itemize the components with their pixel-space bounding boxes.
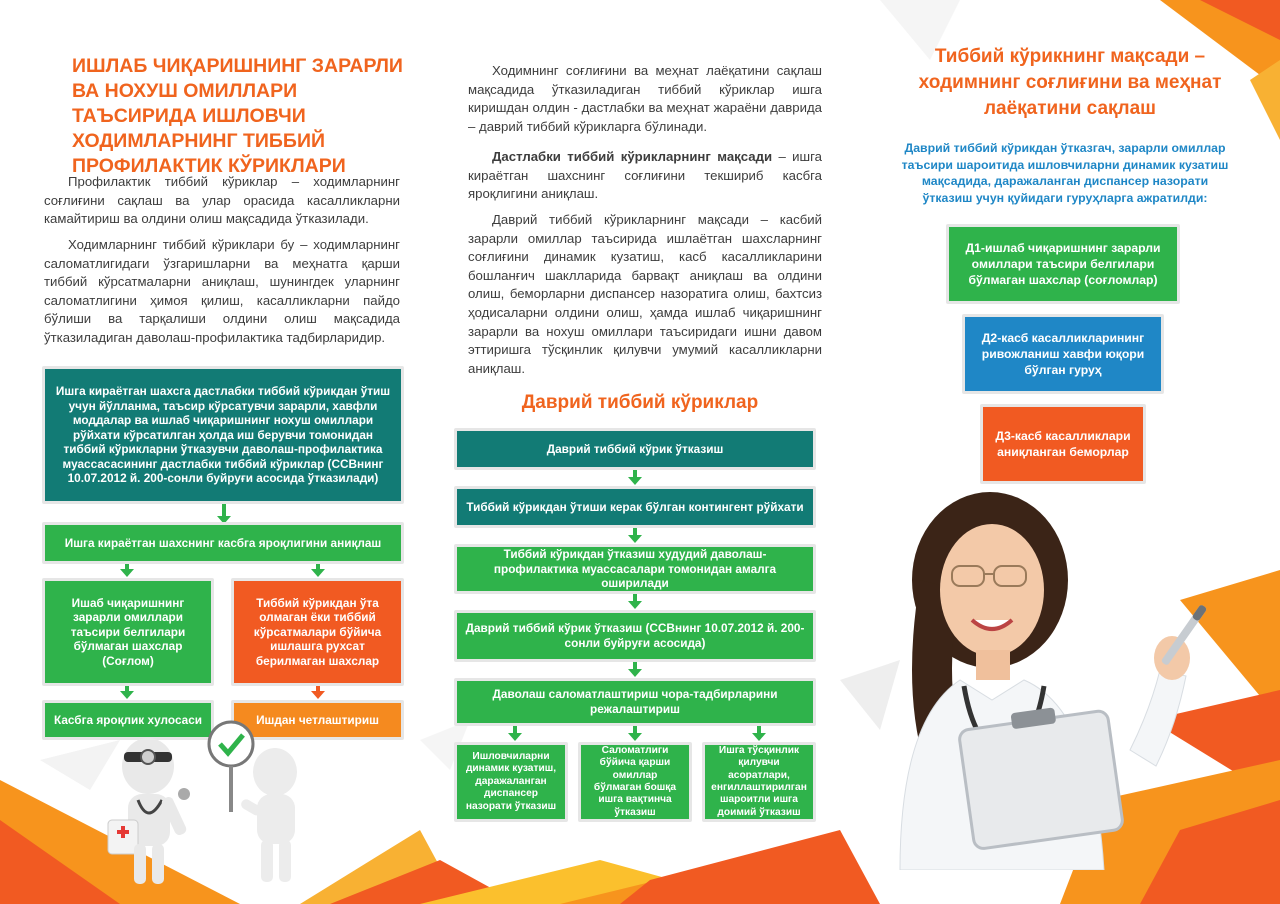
box-dismissal: Ишдан четлаштириш [231, 700, 404, 740]
box-healthy-persons: Ишаб чиқаришнинг зарарли омиллари таъсири белгилари бўлмаган шахслар (Соғлом) [42, 578, 214, 686]
group-d1: Д1-ишлаб чиқаришнинг зарарли омиллари таъсири белгилари бўлмаган шахслар (соғломлар) [946, 224, 1180, 304]
leaf-dynamic-monitoring: Ишловчиларни динамик кузатиш, даражаланган диспансер назорати ўтказиш [454, 742, 568, 822]
person-figure-icon [205, 720, 315, 890]
middle-paragraph-3: Даврий тиббий кўрикларнинг мақсади – касбий зарарли омиллар таъсирида ишлаётган шахсларнинг соғлиғини динамик кузатиш, касб касалликларини бошланғич шаклларида барвақт аниқлаш ва олдини олиш, беморларни диспансер назоратига олиш, бахтсиз ҳодисаларни олдини олиш, ҳамда ишлаб чиқаришнинг зарарли ва нохуш омиллари таъсиридаги ишни давом эттиришга тўсқинлик қилувчи умумий касалликларни аниқлаш. [468, 212, 822, 376]
leaf-temporary-transfer: Саломатлиги бўйича қарши омиллар бўлмаган бошқа ишга вақтинча ўтказиш [578, 742, 692, 822]
step-regional-institutions: Тиббий кўрикдан ўтказиш худудий даволаш-профилактика муассасалари томонидан амалга оширилади [454, 544, 816, 594]
box-fitness-conclusion: Касбга яроқлик хулосаси [42, 700, 214, 740]
group-d2: Д2-касб касалликларининг ривожланиш хавфи юқори бўлган гуруҳ [962, 314, 1164, 394]
group-d3: Д3-касб касалликлари аниқланган беморлар [980, 404, 1146, 484]
box-fitness-determination: Ишга кираётган шахснинг касбга яроқлигини аниқлаш [42, 522, 404, 564]
periodic-exams-title: Даврий тиббий кўриклар [521, 392, 759, 413]
left-title: ИШЛАБ ЧИҚАРИШНИНГ ЗАРАРЛИ ВА НОХУШ ОМИЛЛАРИ ТАЪСИРИДА ИШЛОВЧИ ХОДИМЛАРНИНГ ТИББИЙ ПРОФИЛАКТИК КЎРИКЛАРИ [72, 55, 403, 177]
box-contraindicated-persons: Тиббий кўрикдан ўта олмаган ёки тиббий кўрсатмалари бўйича ишлашга рухсат берилмаган шахслар [231, 578, 404, 686]
left-paragraph-2: Ходимларнинг тиббий кўриклари бу – ходимларнинг саломатлигидаги ўзгаришларни ва меҳнатга қарши тиббий кўрсатмаларни аниқлаш, шунингдек уларнинг саломатлигини ҳимоя қилиш, касалликларни пайдо бўлиши ва тарқалиши олдини олиш мақсадида ўтказиладиган даволаш-профилактика тадбирларидир. [44, 237, 400, 345]
doctor-photo [880, 490, 1240, 870]
step-periodic-exam: Даврий тиббий кўрик ўтказиш [454, 428, 816, 470]
box-initial-referral: Ишга кираётган шахсга дастлабки тиббий кўрикдан ўтиш учун йўлланма, таъсир кўрсатувчи зарарли, хавфли моддалар ва ишлаб чиқаришнинг нохуш омиллари рўйхати кўрсатилган ҳолда иш берувчи томонидан тиббий кўрикларни ўтказувчи даволаш-профилактика муассасасининг дастлабки тиббий кўриклар (ССВнинг 10.07.2012 й. 200-сонли буйруғи асосида ўтказилади) [42, 366, 404, 504]
right-title: Тиббий кўрикнинг мақсади – ходимнинг соғлиғини ва меҳнат лаёқатини сақлаш [918, 46, 1222, 119]
doctor-figure-icon [100, 730, 210, 890]
middle-paragraph-2-lead: Дастлабки тиббий кўрикларнинг мақсади [492, 149, 773, 164]
middle-paragraph-2 [468, 148, 822, 204]
left-paragraph-1: Профилактик тиббий кўриклар – ходимларнинг соғлиғини сақлаш ва улар орасида касалликларни камайтириш ва олдини олиш мақсадида ўтказилади. [44, 174, 400, 227]
step-periodic-exam-order: Даврий тиббий кўрик ўтказиш (ССВнинг 10.07.2012 й. 200-сонли буйруғи асосида) [454, 610, 816, 662]
middle-paragraph-1: Ходимнинг соғлиғини ва меҳнат лаёқатини сақлаш мақсадида ўтказиладиган тиббий кўриклар ишга киришдан олдин - дастлабки ва меҳнат жараёни даврида – даврий тиббий кўрикларга бўлинади. [468, 63, 822, 134]
middle-paragraph-2-rest: – ишга кираётган шахснинг соғлиғини текшириб касбга яроқлигини аниқлаш. [468, 149, 822, 202]
leaf-permanent-transfer: Ишга тўсқинлик қилувчи асоратлари, енгиллаштирилган шароитли ишга доимий ўтказиш [702, 742, 816, 822]
step-contingent-list: Тиббий кўрикдан ўтиши керак бўлган контингент рўйхати [454, 486, 816, 528]
step-treatment-planning: Даволаш саломатлаштириш чора-тадбирларини режалаштириш [454, 678, 816, 726]
right-subtitle: Даврий тиббий кўрикдан ўтказгач, зарарли омиллар таъсири шароитида ишловчиларни динамик кузатиш мақсадида, даражаланган диспансер назорати ўтказиш учун қуйидаги гуруҳларга ажратилди: [901, 141, 1229, 205]
clipboard-icon [958, 707, 1123, 849]
